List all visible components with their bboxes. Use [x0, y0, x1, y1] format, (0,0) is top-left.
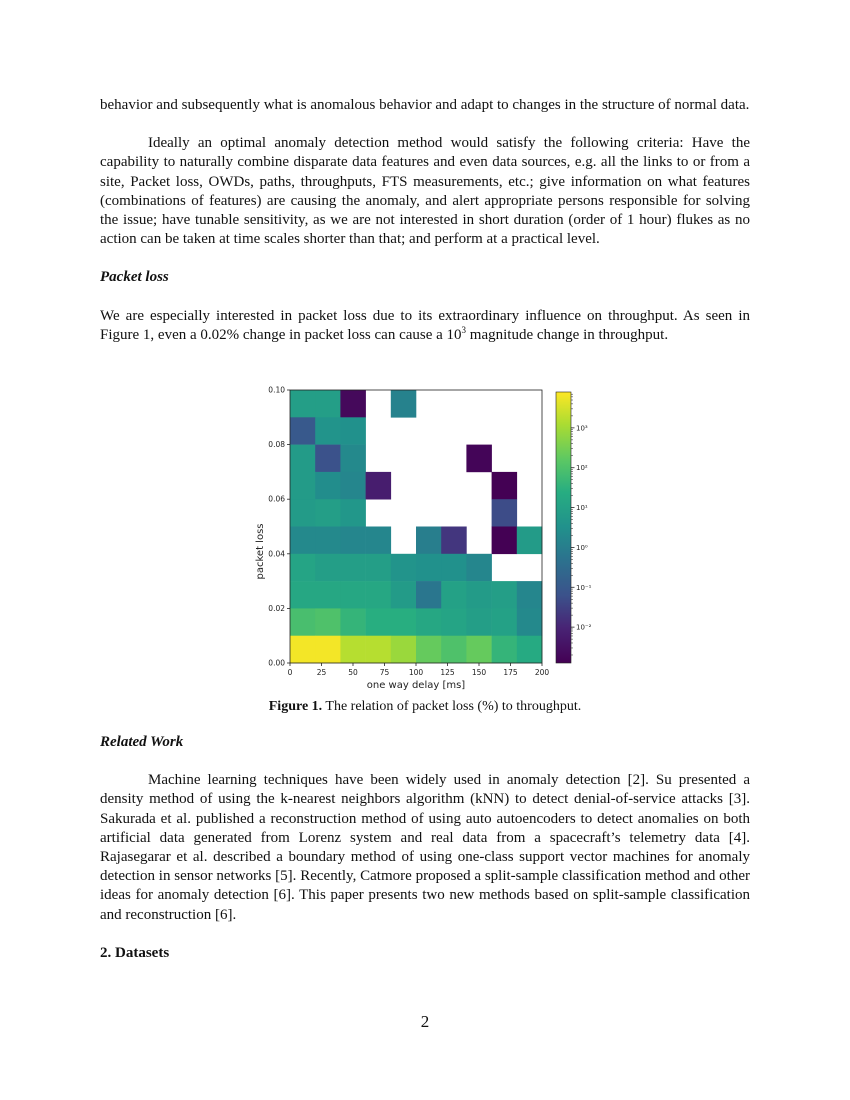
heatmap-cell: [315, 472, 341, 500]
x-tick-label: 75: [379, 668, 390, 677]
heatmap-cell: [466, 581, 492, 609]
heatmap-cell: [492, 636, 517, 664]
x-tick-label: 50: [348, 668, 358, 677]
paragraph-packet-loss-tail: magnitude change in throughput.: [466, 326, 669, 343]
related-work-section: [100, 733, 750, 963]
heatmap-cell: [391, 390, 417, 418]
heatmap-cell: [340, 445, 366, 473]
caption-text: The relation of packet loss (%) to throughput.: [322, 699, 582, 714]
heatmap-cell: [290, 445, 316, 473]
heatmap-cell: [340, 499, 366, 527]
colorbar-tick-label: 10¹: [576, 504, 588, 513]
heatmap-cell: [416, 636, 442, 664]
heatmap-cell: [290, 554, 316, 582]
colorbar-tick-label: 10³: [576, 424, 588, 433]
heatmap-cell: [416, 554, 442, 582]
x-tick-label: 25: [316, 668, 327, 677]
heatmap-cell: [340, 608, 366, 636]
x-tick-label: 150: [471, 668, 487, 677]
heatmap-cell: [315, 417, 341, 445]
x-tick-label: 0: [287, 668, 293, 677]
colorbar-tick-label: 10²: [576, 464, 588, 473]
heatmap-cell: [315, 636, 341, 664]
heatmap-cell: [391, 608, 417, 636]
heatmap-cell: [441, 554, 467, 582]
heatmap-cell: [315, 499, 341, 527]
paragraph-continued: behavior and subsequently what is anomalous behavior and adapt to changes in the structure of normal data.: [100, 97, 750, 113]
heatmap-cell: [492, 499, 517, 527]
heatmap-cell: [315, 608, 341, 636]
figure-caption: [0, 698, 850, 716]
heatmap-cell: [492, 472, 517, 500]
heatmap-cell: [492, 527, 517, 555]
heatmap-cell: [290, 581, 316, 609]
heatmap-cell: [466, 636, 492, 664]
page-number: 2: [420, 1012, 430, 1031]
y-axis-label: packet loss: [255, 523, 266, 580]
heatmap-cell: [391, 636, 417, 664]
heading-datasets: 2. Datasets: [100, 944, 170, 961]
colorbar-tick-label: 10⁰: [576, 543, 588, 552]
heatmap-cell: [290, 527, 316, 555]
heatmap-cell: [340, 417, 366, 445]
heatmap-cell: [366, 472, 392, 500]
heatmap-cell: [441, 581, 467, 609]
heatmap-cell: [315, 390, 341, 418]
heatmap-cell: [340, 390, 366, 418]
heatmap-cell: [366, 581, 392, 609]
heatmap-cell: [340, 472, 366, 500]
heatmap-cell: [315, 445, 341, 473]
y-tick-label: 0.08: [268, 440, 285, 450]
colorbar: [556, 392, 571, 663]
heading-packet-loss: Packet loss: [100, 269, 169, 286]
heatmap-cell: [391, 581, 417, 609]
heatmap-cell: [290, 608, 316, 636]
heatmap-cell: [340, 581, 366, 609]
heatmap-cell: [492, 608, 517, 636]
heatmap-cell: [517, 636, 543, 664]
paragraph-criteria: Ideally an optimal anomaly detection method would satisfy the following criteria: Have the capability to naturally combine disparate data features and even data sources, e.g. all the links to or from a site, Packet loss, OWDs, paths, throughputs, FTS measurements, etc.; give information on what features (combinations of features) are causing the anomaly, and alert appropriate persons responsible for solving the issue; have tunable sensitivity, as we are not interested in short duration (order of 1 hour) flukes as no action can be taken at time scales shorter than that; and perform at a practical level.: [100, 135, 750, 248]
heatmap-cell: [416, 608, 442, 636]
heatmap-cell: [492, 581, 517, 609]
heatmap-cell: [290, 472, 316, 500]
heatmap-cell: [315, 554, 341, 582]
heatmap-cell: [366, 527, 392, 555]
paragraph-related-work: Machine learning techniques have been widely used in anomaly detection [2]. Su presented a density method of using the k-nearest neighbors algorithm (kNN) to detect denial-of-service attacks [3]. Sakurada et al. published a reconstruction method of using auto autoencoders to detect anomalies on both artificial data generated from Lorenz system and real data from a spacecraft’s telemetry data [4]. Rajasegarar et al. described a boundary method of using one-class support vector machines for anomaly detection in sensor networks [5]. Recently, Catmore proposed a split-sample classification method and other ideas for anomaly detection [6]. This paper presents two new methods based on split-sample classification and reconstruction [6].: [100, 772, 750, 923]
heatmap-cell: [441, 608, 467, 636]
x-tick-label: 175: [503, 668, 518, 677]
colorbar-tick-label: 10⁻²: [576, 623, 592, 632]
caption-label: Figure 1.: [268, 699, 323, 714]
heatmap-cell: [366, 608, 392, 636]
x-axis-label: one way delay [ms]: [366, 680, 466, 691]
heatmap-cell: [290, 417, 316, 445]
heatmap-cell: [315, 527, 341, 555]
heatmap-cell: [517, 527, 543, 555]
superscript-exponent: 3: [461, 324, 467, 335]
y-tick-label: 0.04: [268, 549, 285, 559]
heatmap-cell: [290, 636, 316, 664]
heatmap-cell: [466, 608, 492, 636]
heatmap-cell: [441, 636, 467, 664]
heatmap-cell: [466, 445, 492, 473]
heatmap-cell: [366, 554, 392, 582]
y-tick-label: 0.10: [268, 385, 285, 395]
heatmap-cell: [517, 581, 543, 609]
heatmap-cell: [441, 527, 467, 555]
figure-heatmap: [252, 380, 592, 691]
heatmap-cell: [366, 636, 392, 664]
heading-related-work: Related Work: [100, 734, 184, 750]
y-tick-label: 0.02: [268, 603, 285, 613]
heatmap-chart: [252, 380, 592, 691]
heatmap-cell: [466, 554, 492, 582]
heatmap-cell: [290, 390, 316, 418]
heatmap-cell: [340, 636, 366, 664]
y-tick-label: 0.06: [268, 494, 285, 504]
heatmap-cell: [416, 581, 442, 609]
heatmap-cell: [340, 527, 366, 555]
heatmap-cell: [290, 499, 316, 527]
page-body: [100, 96, 750, 345]
paragraph-packet-loss: [100, 307, 750, 345]
x-tick-label: 125: [440, 668, 455, 677]
y-tick-label: 0.00: [268, 658, 285, 668]
heatmap-cell: [340, 554, 366, 582]
heatmap-cell: [517, 608, 543, 636]
colorbar-tick-label: 10⁻¹: [576, 583, 592, 592]
heatmap-cell: [315, 581, 341, 609]
x-tick-label: 200: [534, 668, 550, 677]
paragraph-packet-loss-text: We are especially interested in packet loss due to its extraordinary influence on throughput. As seen in Figure 1, even a 0.02% change in packet loss can cause a 10: [100, 307, 750, 343]
heatmap-cell: [391, 554, 417, 582]
heatmap-cell: [416, 527, 442, 555]
x-tick-label: 100: [408, 668, 424, 677]
